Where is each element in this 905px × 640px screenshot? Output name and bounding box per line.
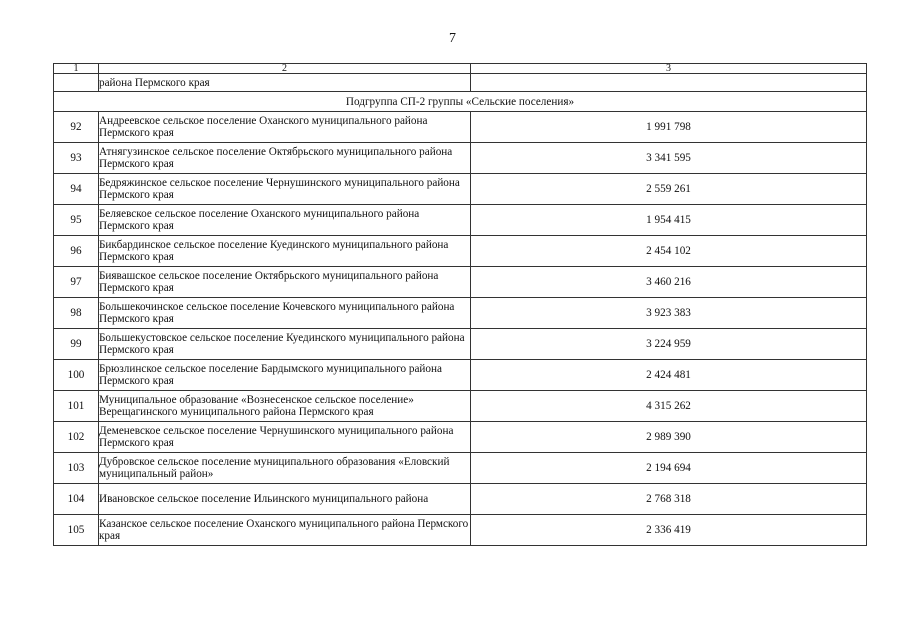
row-number-cell: 92 (54, 112, 99, 143)
settlement-name-cell: Беляевское сельское поселение Оханского муниципального района Пермского края (99, 205, 471, 236)
table-row (54, 298, 867, 329)
amount-cell: 1 954 415 (471, 205, 867, 236)
page-number: 7 (449, 31, 456, 46)
table-row (54, 267, 867, 298)
column-number-3: 3 (471, 64, 867, 74)
table-row (54, 360, 867, 391)
table-row (54, 205, 867, 236)
amount-cell: 2 424 481 (471, 360, 867, 391)
table-row (54, 236, 867, 267)
table-row (54, 453, 867, 484)
row-number-cell: 94 (54, 174, 99, 205)
settlement-name-cell: Ивановское сельское поселение Ильинского муниципального района (99, 484, 471, 515)
settlement-name-cell: Бедряжинское сельское поселение Чернушинского муниципального района Пермского края (99, 174, 471, 205)
row-number-cell: 98 (54, 298, 99, 329)
continuation-value-cell (471, 74, 867, 92)
column-number-1: 1 (54, 64, 99, 74)
row-number-cell: 99 (54, 329, 99, 360)
settlement-name-cell: Биявашское сельское поселение Октябрьского муниципального района Пермского края (99, 267, 471, 298)
amount-cell: 3 224 959 (471, 329, 867, 360)
amount-cell: 3 923 383 (471, 298, 867, 329)
table-row (54, 112, 867, 143)
amount-cell: 2 768 318 (471, 484, 867, 515)
table-row (54, 515, 867, 546)
row-number-cell: 105 (54, 515, 99, 546)
settlement-name-cell: Андреевское сельское поселение Оханского муниципального района Пермского края (99, 112, 471, 143)
table-row (54, 143, 867, 174)
table-header-row (54, 64, 867, 74)
amount-cell: 2 194 694 (471, 453, 867, 484)
table-row (54, 174, 867, 205)
group-title: Подгруппа СП-2 группы «Сельские поселения» (54, 92, 867, 112)
group-header-row (54, 92, 867, 112)
row-number-cell: 101 (54, 391, 99, 422)
row-number-cell: 97 (54, 267, 99, 298)
row-number-cell: 104 (54, 484, 99, 515)
table-row (54, 329, 867, 360)
amount-cell: 2 989 390 (471, 422, 867, 453)
amount-cell: 2 336 419 (471, 515, 867, 546)
allocation-table (53, 63, 867, 546)
row-number-cell: 100 (54, 360, 99, 391)
settlement-name-cell: Брюзлинское сельское поселение Бардымского муниципального района Пермского края (99, 360, 471, 391)
row-number-cell: 103 (54, 453, 99, 484)
settlement-name-cell: Казанское сельское поселение Оханского муниципального района Пермского края (99, 515, 471, 546)
amount-cell: 2 454 102 (471, 236, 867, 267)
continuation-name-cell: района Пермского края (99, 74, 471, 92)
amount-cell: 4 315 262 (471, 391, 867, 422)
row-number-cell: 93 (54, 143, 99, 174)
row-number-cell: 95 (54, 205, 99, 236)
table-row (54, 484, 867, 515)
column-number-2: 2 (99, 64, 471, 74)
amount-cell: 1 991 798 (471, 112, 867, 143)
row-number-cell: 102 (54, 422, 99, 453)
continuation-row (54, 74, 867, 92)
amount-cell: 3 460 216 (471, 267, 867, 298)
table-row (54, 391, 867, 422)
settlement-name-cell: Бикбардинское сельское поселение Куединского муниципального района Пермского края (99, 236, 471, 267)
table-row (54, 422, 867, 453)
settlement-name-cell: Большекочинское сельское поселение Кочевского муниципального района Пермского края (99, 298, 471, 329)
amount-cell: 2 559 261 (471, 174, 867, 205)
settlement-name-cell: Дубровское сельское поселение муниципального образования «Еловский муниципальный район» (99, 453, 471, 484)
settlement-name-cell: Муниципальное образование «Вознесенское сельское поселение» Верещагинского муниципального района Пермского края (99, 391, 471, 422)
settlement-name-cell: Деменевское сельское поселение Чернушинского муниципального района Пермского края (99, 422, 471, 453)
continuation-num-cell (54, 74, 99, 92)
row-number-cell: 96 (54, 236, 99, 267)
amount-cell: 3 341 595 (471, 143, 867, 174)
settlement-name-cell: Атнягузинское сельское поселение Октябрьского муниципального района Пермского края (99, 143, 471, 174)
settlement-name-cell: Большекустовское сельское поселение Куединского муниципального района Пермского края (99, 329, 471, 360)
